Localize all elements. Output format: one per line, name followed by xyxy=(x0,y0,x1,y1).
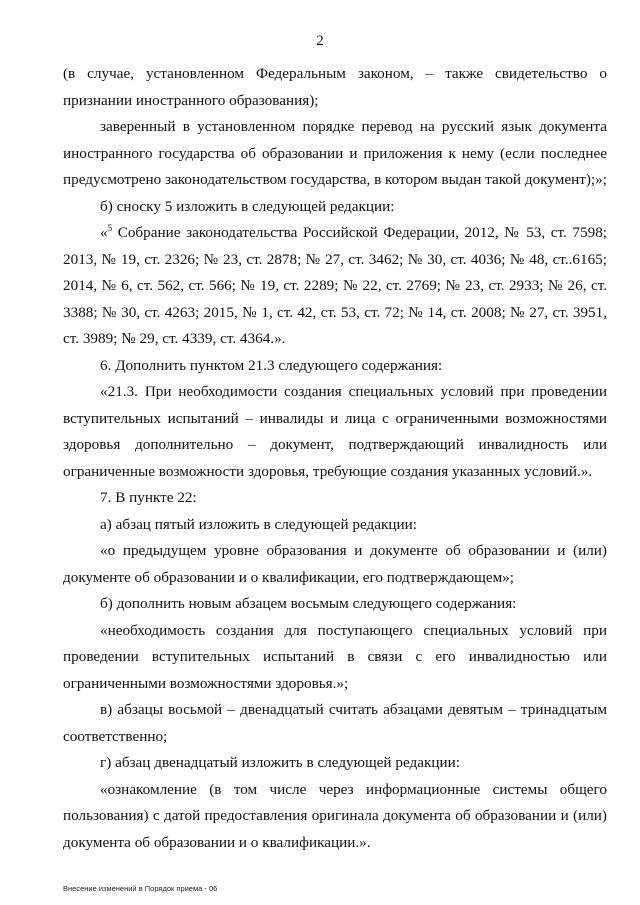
paragraph-11: «необходимость создания для поступающего специальных условий при проведении вступительных испытаний в связи с его инвалидностью или ограниченными возможностями здоровья.»; xyxy=(63,621,607,692)
footnote-superscript: 5 xyxy=(107,222,113,233)
paragraph-8: а) абзац пятый изложить в следующей редакции: xyxy=(100,515,417,533)
paragraph-13: г) абзац двенадцатый изложить в следующей редакции: xyxy=(100,754,460,771)
paragraph-10: б) дополнить новым абзацем восьмым следующего содержания: xyxy=(100,595,517,612)
paragraph-2: заверенный в установленном порядке перевод на русский язык документа иностранного государства об образовании и приложения к нему (если последнее предусмотрено законодательством государства, в котором выдан такой документ);»; xyxy=(63,118,607,188)
footnote-open-quote: « xyxy=(100,224,108,241)
paragraph-9: «о предыдущем уровне образования и документе об образовании и (или) документе об образовании и о квалификации, его подтверждающем»; xyxy=(63,542,607,586)
footnote-body: Собрание законодательства Российской Федерации, 2012, № 53, ст. 7598; 2013, № 19, ст. 2326; № 23, ст. 2878; № 27, ст. 3462; № 30, ст. 4036; № 48, ст..6165; 2014, № 6, ст. 562, ст. 566; № 19, ст. 2289; № 22, ст. 2769; № 23, ст. 2933; № 26, ст. 3388; № 30, ст. 4263; 2015, № 1, ст. 42, ст. 53, ст. 72; № 14, ст. 2008; № 27, ст. 3951, ст. 3989; № 29, ст. 4339, ст. 4364.». xyxy=(63,224,608,347)
paragraph-6: «21.3. При необходимости создания специальных условий при проведении вступительных испытаний – инвалиды и лица с ограниченными возможностями здоровья дополнительно – документ, подтверждающий инвалидность или ограниченные возможности здоровья, требующие создания указанных условий.». xyxy=(63,383,607,480)
paragraph-1: (в случае, установленном Федеральным законом, – также свидетельство о признании иностранного образования); xyxy=(63,65,607,109)
paragraph-7: 7. В пункте 22: xyxy=(100,489,197,506)
document-body xyxy=(63,61,607,856)
paragraph-3: б) сноску 5 изложить в следующей редакции: xyxy=(100,197,395,215)
paragraph-12: в) абзацы восьмой – двенадцатый считать абзацами девятым – тринадцатым соответственно; xyxy=(63,701,607,745)
paragraph-14: «ознакомление (в том числе через информационные системы общего пользования) с датой предоставления оригинала документа об образовании и (или) документа об образовании и о квалификации.». xyxy=(63,780,607,851)
page-number: 2 xyxy=(316,33,324,49)
paragraph-5: 6. Дополнить пунктом 21.3 следующего содержания: xyxy=(100,356,443,374)
paragraph-footnote-text xyxy=(63,220,607,353)
document-footer: Внесение изменений в Порядок приема - 06 xyxy=(63,884,218,893)
